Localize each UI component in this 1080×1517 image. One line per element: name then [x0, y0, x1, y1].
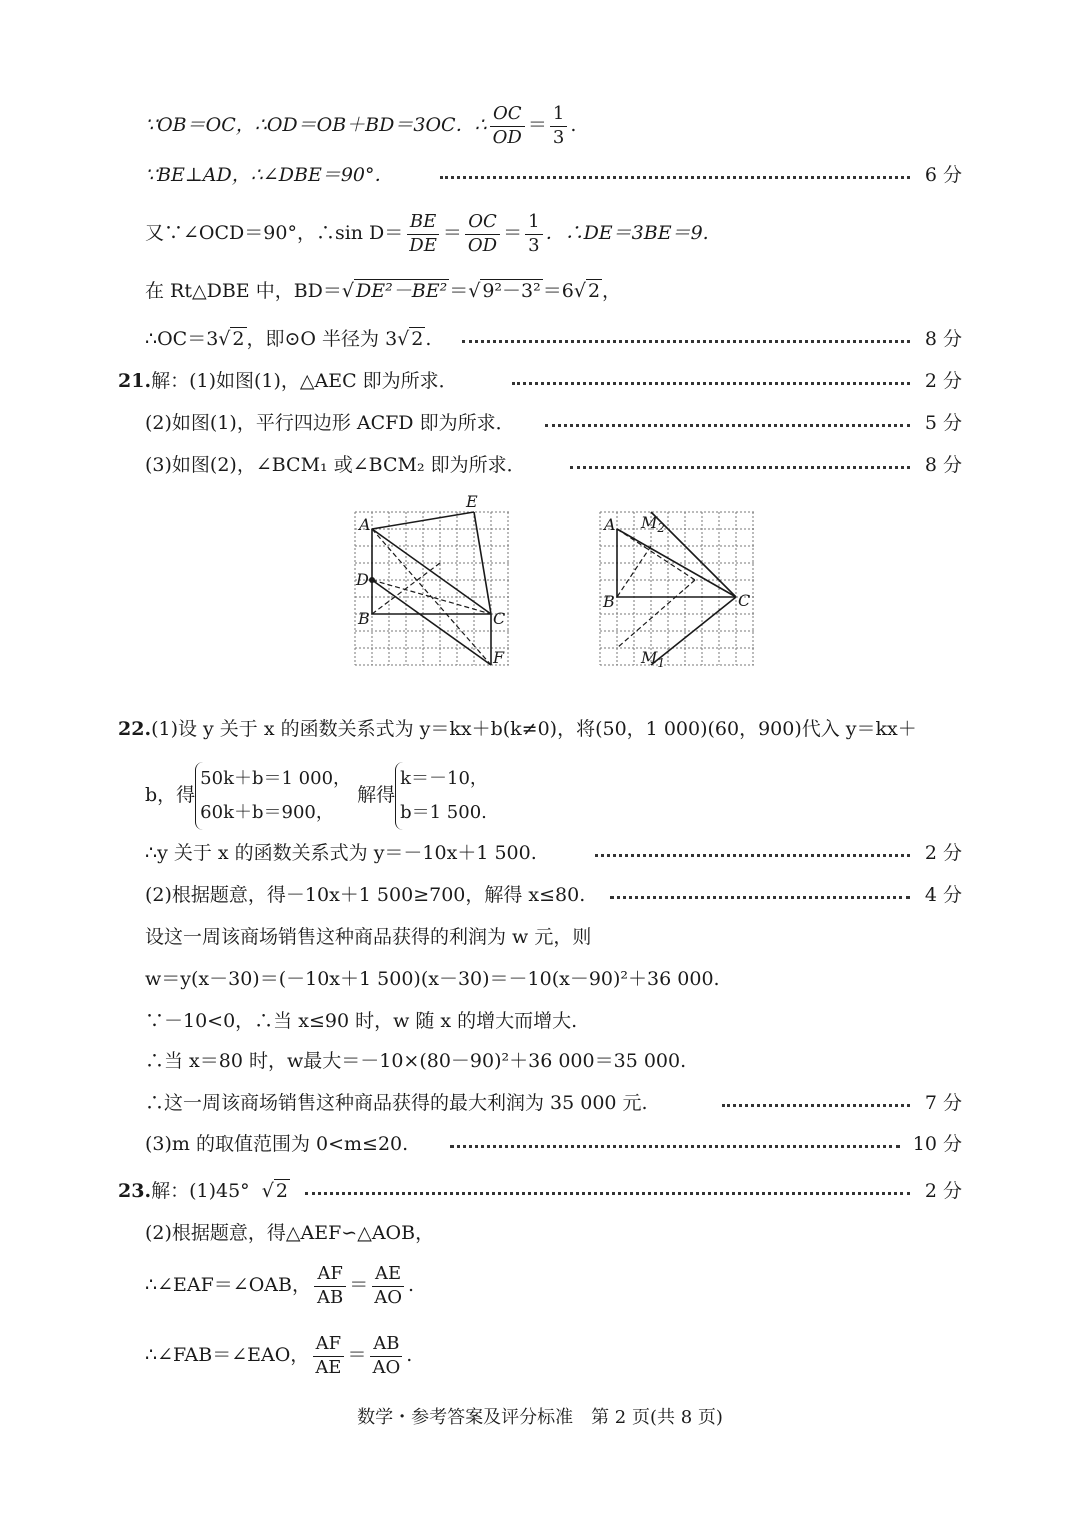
label-c: C [738, 591, 751, 610]
score-leader [595, 854, 910, 857]
text: 解得 [357, 784, 396, 807]
text: 解：(1)45° [151, 1180, 250, 1202]
label-a: A [604, 515, 616, 534]
frac-den: OD [492, 126, 522, 148]
label-d: D [356, 570, 369, 589]
text: (1)设 y 关于 x 的函数关系式为 y＝kx＋b(k≠0)，将(50，1 000)(60，900)代入 y＝kx＋ [151, 718, 917, 740]
sqrt: √ 2 [261, 1180, 288, 1202]
frac-num: AF [313, 1334, 345, 1357]
text: ∴∠EAF＝∠OAB， [145, 1274, 311, 1297]
text: b，得 [145, 784, 196, 807]
text: . [570, 114, 577, 137]
radicand: 2 [232, 328, 245, 350]
frac-den: AB [316, 1286, 344, 1308]
text: . [406, 1344, 413, 1367]
label-m2 [641, 515, 665, 534]
q22-line-10: (3)m 的取值范围为 0<m≤20. [145, 1133, 409, 1155]
text: ＝6 [542, 280, 574, 302]
q22-line-8: ∴当 x＝80 时，w最大＝－10×(80－90)²＋36 000＝35 000. [145, 1050, 687, 1072]
score-label: 6 分 [924, 164, 962, 186]
text: . [425, 328, 432, 350]
score-leader [722, 1104, 910, 1107]
label-b: B [358, 609, 370, 628]
fraction [406, 212, 440, 256]
score-label: 5 分 [924, 412, 962, 434]
equation: b＝1 500. [400, 802, 487, 824]
text: ，即⊙O 半径为 3 [246, 328, 398, 350]
frac-num: 1 [525, 212, 542, 235]
fraction [371, 1264, 405, 1308]
q21-line-1 [118, 372, 458, 391]
score-label: 10 分 [912, 1133, 962, 1155]
q22-line-1 [118, 720, 917, 739]
score-leader [450, 1145, 900, 1148]
label-m1 [641, 650, 665, 669]
q22-line-6: w＝y(x－30)＝(－10x＋1 500)(x－30)＝－10(x－90)²＋36 000. [145, 968, 720, 990]
equation: 60k＋b＝900， [200, 802, 334, 824]
solid-lines [617, 512, 736, 665]
score-label: 4 分 [924, 884, 962, 906]
frac-den: DE [409, 234, 437, 256]
text: ＝ [449, 280, 469, 302]
q23-line-3 [145, 1264, 414, 1308]
text: ∵OB＝OC，∴OD＝OB＋BD＝3OC．∴ [145, 114, 487, 137]
q21-line-2: (2)如图(1)，平行四边形 ACFD 即为所求． [145, 412, 515, 434]
q22-line-7: ∵－10<0，∴当 x≤90 时，w 随 x 的增大而增大. [145, 1010, 578, 1032]
text: . [407, 1274, 415, 1297]
score-label: 8 分 [924, 328, 962, 350]
equation: k＝－10， [400, 768, 488, 789]
frac-num: OC [490, 104, 525, 127]
score-label: 2 分 [924, 842, 962, 864]
frac-den: AE [315, 1356, 342, 1378]
score-label: 8 分 [924, 454, 962, 476]
sqrt: √ DE²－BE² [341, 280, 448, 302]
solution-line-4 [145, 282, 621, 301]
q23-line-2: (2)根据题意，得△AEF∽△AOB， [145, 1222, 435, 1244]
frac-den: AO [372, 1356, 401, 1378]
question-number: 23. [118, 1180, 152, 1202]
fraction [312, 1334, 344, 1378]
text: ∴∠FAB＝∠EAO， [145, 1344, 310, 1367]
score-leader [462, 340, 910, 343]
text: ＝ [527, 114, 547, 137]
radicand: 2 [411, 328, 424, 350]
sqrt: √ 2 [397, 328, 424, 350]
label-b: B [603, 592, 615, 611]
equation-system-1 [195, 762, 351, 830]
fraction [314, 1264, 346, 1308]
label-c: C [493, 609, 506, 628]
score-leader [305, 1192, 910, 1195]
frac-den: 3 [552, 126, 565, 148]
equation-system-2 [395, 762, 488, 830]
text: ， [602, 280, 622, 302]
solid-lines [372, 512, 491, 665]
solution-line-1 [145, 104, 576, 148]
q22-line-3: ∴y 关于 x 的函数关系式为 y＝－10x＋1 500. [145, 842, 537, 864]
label-m2-sub: 2 [657, 521, 666, 536]
q21-line-3: (3)如图(2)，∠BCM₁ 或∠BCM₂ 即为所求． [145, 454, 526, 476]
grid [355, 512, 509, 665]
fraction [525, 212, 542, 256]
radicand: 9²－3² [482, 280, 541, 302]
dashed-lines [372, 529, 491, 665]
radicand: 2 [275, 1180, 288, 1202]
point-d [369, 577, 375, 583]
fraction [550, 104, 567, 148]
q22-line-2 [145, 762, 488, 830]
sqrt: √ 2 [573, 280, 601, 302]
text: 解：(1)如图(1)，△AEC 即为所求． [151, 370, 458, 392]
label-m2-letter: M [641, 513, 658, 532]
figure-2 [585, 490, 775, 700]
frac-num: OC [465, 212, 500, 235]
question-number: 21. [118, 370, 152, 392]
q23-line-1 [118, 1182, 290, 1201]
frac-num: AF [314, 1264, 346, 1287]
text: 又∵∠OCD＝90°，∴sin D＝ [145, 222, 404, 245]
score-leader [545, 424, 910, 427]
text: ．∴DE＝3BE＝9. [545, 222, 709, 245]
frac-den: AO [374, 1286, 402, 1308]
radicand: DE²－BE² [356, 280, 448, 302]
q22-line-5: 设这一周该商场销售这种商品获得的利润为 w 元，则 [145, 926, 592, 948]
frac-num: 1 [550, 104, 567, 127]
radicand: 2 [587, 280, 601, 302]
sqrt: √ 2 [218, 328, 245, 350]
frac-den: OD [467, 234, 498, 256]
fraction [465, 212, 500, 256]
solution-line-2: ∵BE⊥AD，∴∠DBE＝90°． [145, 164, 394, 186]
score-leader [570, 466, 910, 469]
text: ＝ [442, 222, 462, 245]
q22-line-9: ∴这一周该商场销售这种商品获得的最大利润为 35 000 元. [145, 1092, 648, 1114]
score-label: 7 分 [924, 1092, 962, 1114]
label-e: E [466, 492, 478, 511]
frac-den: 3 [528, 234, 540, 256]
score-leader [610, 896, 910, 899]
dashed-lines [617, 529, 695, 648]
text: ＝ [349, 1274, 369, 1297]
fraction [490, 104, 525, 148]
frac-num: AB [370, 1334, 402, 1357]
fraction [369, 1334, 403, 1378]
question-number: 22. [118, 718, 152, 740]
score-leader [440, 176, 910, 179]
score-label: 2 分 [924, 1180, 962, 1202]
label-a: A [359, 515, 371, 534]
solution-line-5 [145, 330, 431, 349]
score-leader [512, 382, 910, 385]
label-f: F [493, 648, 505, 667]
text: ∴OC＝3 [145, 328, 219, 350]
text: ＝ [503, 222, 523, 245]
frac-num: AE [372, 1264, 404, 1287]
q23-line-4 [145, 1334, 412, 1378]
text: 在 Rt△DBE 中，BD＝ [145, 280, 342, 302]
label-m1-letter: M [641, 648, 658, 667]
score-label: 2 分 [924, 370, 962, 392]
q22-line-4: (2)根据题意，得－10x＋1 500≥700，解得 x≤80. [145, 884, 586, 906]
solution-line-3 [145, 212, 709, 256]
sqrt: √ 9²－3² [468, 280, 541, 302]
figure-1 [340, 490, 530, 700]
text: ＝ [347, 1344, 367, 1367]
label-m1-sub: 1 [657, 656, 666, 671]
equation: 50k＋b＝1 000， [200, 768, 352, 789]
page-footer: 数学・参考答案及评分标准 第 2 页(共 8 页) [357, 1407, 723, 1428]
frac-num: BE [407, 212, 439, 235]
